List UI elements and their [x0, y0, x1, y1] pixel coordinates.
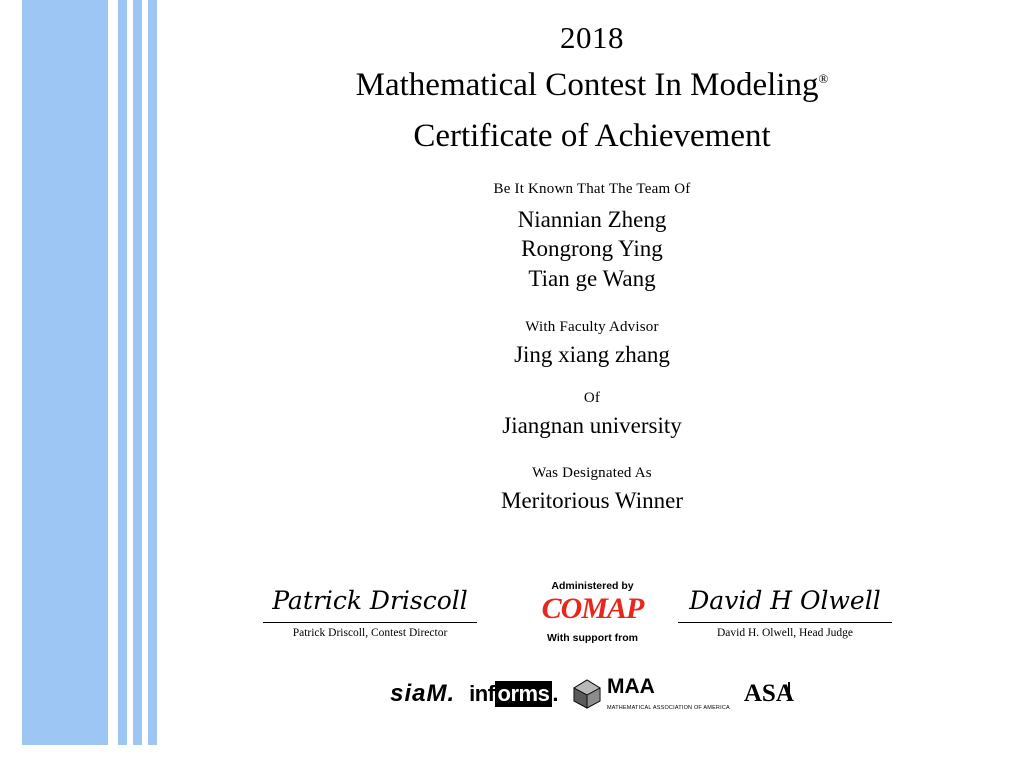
- contest-name-text: Mathematical Contest In Modeling: [355, 67, 819, 103]
- maa-logo-subtitle: MATHEMATICAL ASSOCIATION OF AMERICA: [606, 704, 730, 711]
- of-label: Of: [583, 390, 601, 407]
- decorative-left-bars: [0, 0, 160, 783]
- maa-logo-acronym: MAA: [606, 674, 655, 698]
- administered-by-block: [490, 580, 695, 644]
- contest-name: [160, 67, 1024, 104]
- informs-logo-suffix: .: [552, 681, 558, 706]
- team-label: Be It Known That The Team Of: [493, 181, 691, 197]
- support-from-label: With support from: [547, 632, 638, 644]
- signature-block-head-judge: [670, 580, 900, 639]
- signature-caption-head-judge: David H. Olwell, Head Judge: [716, 627, 854, 639]
- institution-name: Jiangnan university: [502, 413, 682, 439]
- decorative-bar-thin-1: [118, 0, 127, 745]
- decorative-bar-thin-3: [148, 0, 157, 745]
- maa-logo: [572, 676, 730, 713]
- designation-label: Was Designated As: [532, 465, 652, 482]
- advisor-label: With Faculty Advisor: [525, 319, 659, 336]
- asa-logo-text: ASA: [743, 680, 794, 707]
- designation-award: Meritorious Winner: [501, 488, 683, 514]
- sponsor-logo-strip: [160, 672, 1024, 716]
- certificate-year: 2018: [560, 20, 624, 55]
- decorative-bar-thin-2: [133, 0, 142, 745]
- certificate-body: [160, 0, 1024, 783]
- administered-by-label: Administered by: [551, 580, 634, 592]
- informs-logo-prefix: inf: [469, 681, 495, 706]
- team-member: Rongrong Ying: [521, 236, 663, 262]
- informs-logo: [469, 681, 558, 707]
- asa-logo: [744, 680, 794, 708]
- signature-row: [160, 580, 1024, 660]
- decorative-bar-wide: [22, 0, 108, 745]
- signature-block-contest-director: [255, 580, 485, 639]
- signature-script-head-judge: David H Olwell: [689, 586, 881, 615]
- signature-rule: [263, 622, 477, 623]
- siam-logo: siaM.: [390, 680, 456, 707]
- advisor-name: Jing xiang zhang: [514, 342, 670, 368]
- team-member-list: [160, 205, 1024, 293]
- comap-logo: COMAP: [541, 592, 644, 625]
- maa-logo-text: [607, 676, 730, 713]
- informs-logo-inverse: orms: [495, 681, 553, 707]
- signature-script-contest-director: Patrick Driscoll: [272, 586, 468, 615]
- registered-trademark-icon: ®: [818, 71, 829, 86]
- team-member: Tian ge Wang: [528, 265, 656, 291]
- polyhedron-icon: [572, 679, 602, 709]
- asa-flag-icon: [788, 682, 797, 700]
- team-member: Niannian Zheng: [517, 207, 667, 232]
- certificate-title: Certificate of Achievement: [413, 118, 771, 154]
- signature-caption-contest-director: Patrick Driscoll, Contest Director: [292, 627, 448, 639]
- signature-rule: [678, 622, 892, 623]
